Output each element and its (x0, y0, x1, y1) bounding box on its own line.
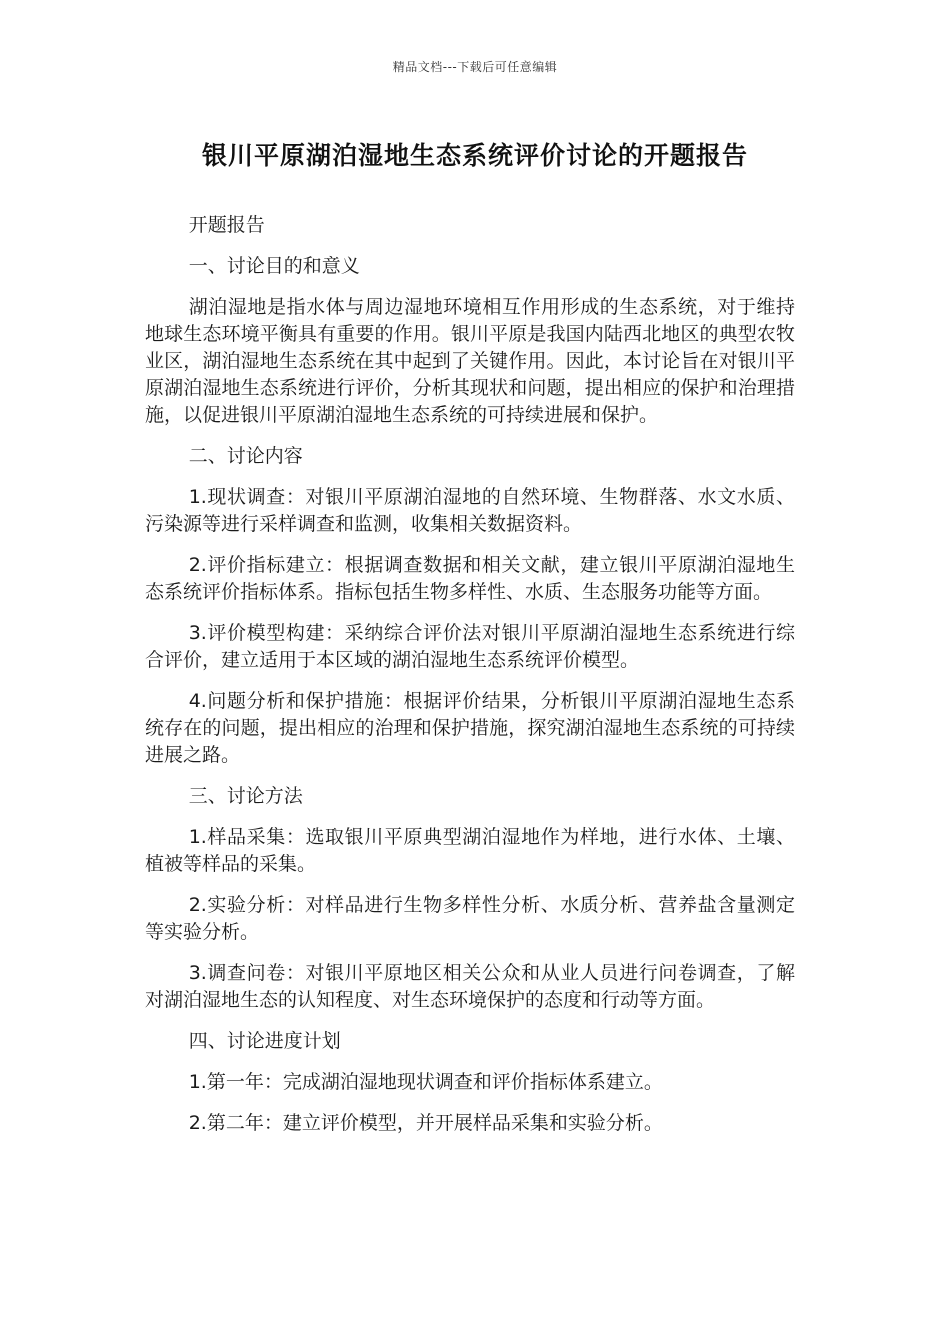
section-heading-methods: 三、讨论方法 (188, 785, 303, 807)
header-note: 精品文档---下载后可任意编辑 (392, 60, 558, 74)
list-item-content-4: 4.问题分析和保护措施：根据评价结果，分析银川平原湖泊湿地生态系统存在的问题，提出相应的治理和保护措施，探究湖泊湿地生态系统的可持续进展之路。 (145, 690, 795, 766)
document-body (145, 212, 795, 1151)
list-item-content-3: 3.评价模型构建：采纳综合评价法对银川平原湖泊湿地生态系统进行综合评价，建立适用于本区域的湖泊湿地生态系统评价模型。 (145, 622, 795, 671)
list-item-content-1: 1.现状调查：对银川平原湖泊湿地的自然环境、生物群落、水文水质、污染源等进行采样调查和监测，收集相关数据资料。 (145, 486, 795, 535)
section-label: 开题报告 (188, 214, 265, 236)
list-item-method-2: 2.实验分析：对样品进行生物多样性分析、水质分析、营养盐含量测定等实验分析。 (145, 894, 795, 943)
document-title: 银川平原湖泊湿地生态系统评价讨论的开题报告 (201, 141, 748, 170)
list-item-content-2: 2.评价指标建立：根据调查数据和相关文献，建立银川平原湖泊湿地生态系统评价指标体系。指标包括生物多样性、水质、生态服务功能等方面。 (145, 554, 795, 603)
section-heading-content: 二、讨论内容 (188, 445, 303, 467)
paragraph-purpose: 湖泊湿地是指水体与周边湿地环境相互作用形成的生态系统，对于维持地球生态环境平衡具有重要的作用。银川平原是我国内陆西北地区的典型农牧业区，湖泊湿地生态系统在其中起到了关键作用。因此，本讨论旨在对银川平原湖泊湿地生态系统进行评价，分析其现状和问题，提出相应的保护和治理措施，以促进银川平原湖泊湿地生态系统的可持续进展和保护。 (145, 296, 795, 426)
list-item-schedule-2: 2.第二年：建立评价模型，并开展样品采集和实验分析。 (188, 1112, 663, 1134)
list-item-method-3: 3.调查问卷：对银川平原地区相关公众和从业人员进行问卷调查，了解对湖泊湿地生态的认知程度、对生态环境保护的态度和行动等方面。 (145, 962, 795, 1011)
list-item-schedule-1: 1.第一年：完成湖泊湿地现状调查和评价指标体系建立。 (188, 1071, 663, 1093)
section-heading-purpose: 一、讨论目的和意义 (188, 255, 360, 277)
list-item-method-1: 1.样品采集：选取银川平原典型湖泊湿地作为样地，进行水体、土壤、植被等样品的采集。 (145, 826, 795, 875)
section-heading-schedule: 四、讨论进度计划 (188, 1030, 341, 1052)
